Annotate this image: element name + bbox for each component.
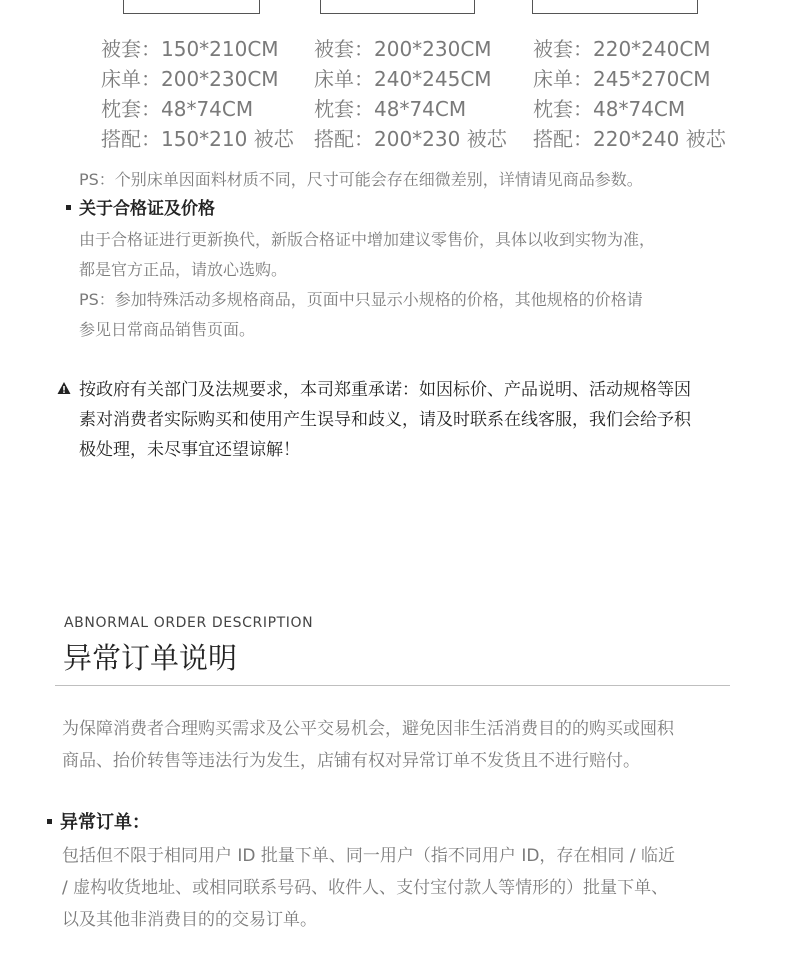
bullet-square-icon xyxy=(47,819,52,824)
certificate-paragraph: 由于合格证进行更新换代，新版合格证中增加建议零售价，具体以收到实物为准， 都是官方正品，请放心选购。 PS：参加特殊活动多规格商品，页面中只显示小规格的价格，其他规格的价格请 参见日常商品销售页面。 xyxy=(79,230,656,339)
section-title-cn: 异常订单说明 xyxy=(63,641,238,675)
matching-quilt-size: 搭配：200*230 被芯 xyxy=(314,127,507,151)
size-spec-column-1 xyxy=(101,34,294,154)
bed-sheet-size: 床单：200*230CM xyxy=(101,67,279,91)
bed-sheet-size: 床单：240*245CM xyxy=(314,67,492,91)
legal-notice: 按政府有关部门及法规要求，本司郑重承诺：如因标价、产品说明、活动规格等因 素对消费者实际购买和使用产生误导和歧义，请及时联系在线客服，我们会给予积 极处理，未尽事宜还望谅解！ xyxy=(79,380,691,460)
size-image-frame-1 xyxy=(123,0,260,14)
bed-sheet-size: 床单：245*270CM xyxy=(533,67,711,91)
abnormal-intro-paragraph: 为保障消费者合理购买需求及公平交易机会，避免因非生活消费目的的购买或囤积 商品、抬价转售等违法行为发生，店铺有权对异常订单不发货且不进行赔付。 xyxy=(62,719,674,771)
bullet-square-icon xyxy=(66,205,71,210)
size-image-frame-2 xyxy=(320,0,475,14)
size-spec-column-3 xyxy=(533,34,726,154)
abnormal-order-heading xyxy=(47,808,150,838)
size-image-frame-3 xyxy=(532,0,698,14)
abnormal-order-heading-text: 异常订单： xyxy=(60,812,150,833)
pillowcase-size: 枕套：48*74CM xyxy=(314,97,467,121)
section-divider xyxy=(55,685,730,686)
section-title-en: ABNORMAL ORDER DESCRIPTION xyxy=(64,615,314,631)
duvet-cover-size: 被套：220*240CM xyxy=(533,37,711,61)
size-ps-note: PS：个别床单因面料材质不同，尺寸可能会存在细微差别，详情请见商品参数。 xyxy=(79,170,643,189)
matching-quilt-size: 搭配：150*210 被芯 xyxy=(101,127,294,151)
matching-quilt-size: 搭配：220*240 被芯 xyxy=(533,127,726,151)
pillowcase-size: 枕套：48*74CM xyxy=(101,97,254,121)
duvet-cover-size: 被套：150*210CM xyxy=(101,37,279,61)
duvet-cover-size: 被套：200*230CM xyxy=(314,37,492,61)
certificate-heading xyxy=(66,194,215,224)
warning-triangle-icon xyxy=(57,381,71,395)
pillowcase-size: 枕套：48*74CM xyxy=(533,97,686,121)
certificate-heading-text: 关于合格证及价格 xyxy=(79,199,215,219)
abnormal-order-paragraph: 包括但不限于相同用户 ID 批量下单、同一用户（指不同用户 ID，存在相同 / 临近 / 虚构收货地址、或相同联系号码、收件人、支付宝付款人等情形的）批量下单、 以及其他非消费目的的交易订单。 xyxy=(62,846,675,930)
size-spec-column-2 xyxy=(314,34,507,154)
